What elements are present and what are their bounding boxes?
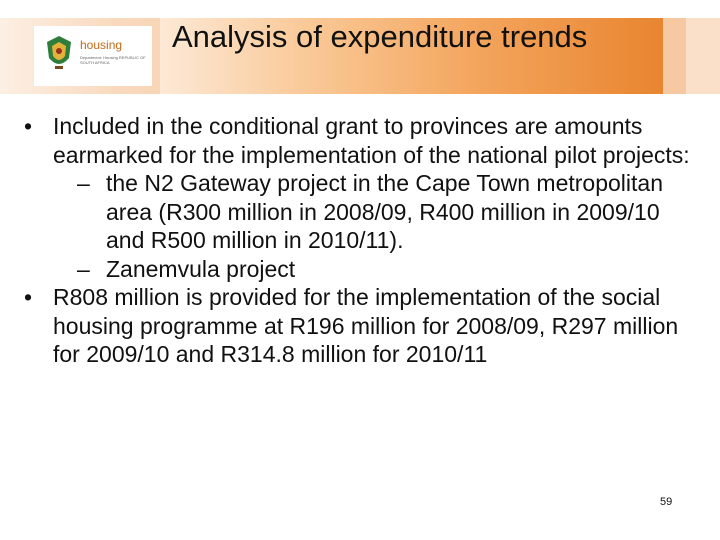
sub-bullet-item: [24, 255, 704, 284]
header-accent-strip-outer: [686, 18, 720, 94]
bullet-text: R808 million is provided for the implementation of the social housing programme at R196 million for 2008/09, R297 million for 2009/10 and R314.8 million for 2010/11: [53, 284, 679, 367]
header-accent-strip: [663, 18, 686, 94]
slide-body: [24, 112, 704, 369]
bullet-item: [24, 112, 704, 169]
sub-bullet-text: the N2 Gateway project in the Cape Town metropolitan area (R300 million in 2008/09, R400 million in 2009/10 and R500 million in 2010/11).: [106, 170, 663, 253]
page-number: 59: [660, 496, 673, 508]
page-title: Analysis of expenditure trends: [172, 19, 588, 54]
dash-icon: –: [77, 170, 90, 196]
coat-of-arms-icon: [44, 34, 74, 74]
bullet-icon: •: [24, 284, 33, 310]
logo-subtitle: Department: Housing REPUBLIC OF SOUTH AFRICA: [80, 55, 146, 65]
sub-bullet-text: Zanemvula project: [106, 255, 296, 282]
bullet-text: Included in the conditional grant to provinces are amounts earmarked for the implementation of the national pilot projects:: [53, 113, 690, 168]
dash-icon: –: [77, 255, 90, 282]
bullet-icon: •: [24, 113, 33, 139]
logo-wordmark: housing: [80, 38, 123, 52]
sub-bullet-item: [24, 169, 704, 255]
bullet-item: [24, 283, 704, 369]
